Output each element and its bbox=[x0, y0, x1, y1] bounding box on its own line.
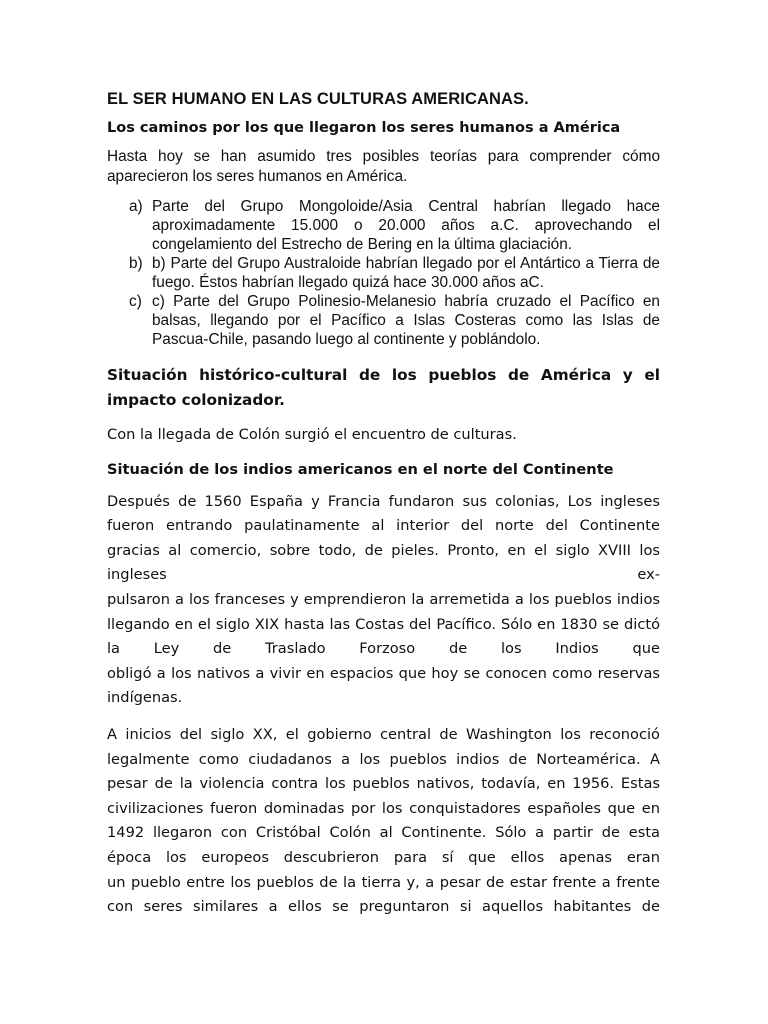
text-line: legalmente como ciudadanos a los pueblos indios de Norteamérica. A bbox=[107, 750, 660, 768]
list-marker: c) bbox=[129, 293, 142, 310]
intro-paragraph: Hasta hoy se han asumido tres posibles teorías para comprender cómo aparecieron los seres humanos en América. bbox=[107, 148, 660, 185]
section-subtitle: Los caminos por los que llegaron los seres humanos a América bbox=[107, 120, 621, 136]
text-line: ingleses ex- bbox=[107, 566, 660, 584]
text-line: 1492 llegaron con Cristóbal Colón al Continente. Sólo a partir de esta bbox=[107, 824, 660, 842]
text-line: época los europeos descubrieron para sí que ellos apenas eran bbox=[107, 848, 660, 866]
document-title: EL SER HUMANO EN LAS CULTURAS AMERICANAS. bbox=[107, 90, 529, 108]
list-item-text: Parte del Grupo Mongoloide/Asia Central habrían llegado hace aproximadamente 15.000 o 20.000 años a.C. aprovechando el congelamiento del Estrecho de Bering en la última glaciación. bbox=[152, 198, 660, 253]
section-heading: Situación histórico-cultural de los pueblos de América y el impacto colonizador. bbox=[107, 366, 660, 409]
text-line: indígenas. bbox=[107, 689, 183, 707]
theories-list bbox=[107, 197, 660, 349]
text-line: obligó a los nativos a vivir en espacios que hoy se conocen como reservas bbox=[107, 664, 660, 682]
list-marker: a) bbox=[129, 198, 143, 215]
text-line: llegando en el siglo XIX hasta las Costas del Pacífico. Sólo en 1830 se dictó bbox=[107, 615, 660, 633]
text-line: civilizaciones fueron dominadas por los conquistadores españoles que en bbox=[107, 799, 660, 817]
text-line: con seres similares a ellos se preguntaron si aquellos habitantes de bbox=[107, 898, 660, 916]
text-line: A inicios del siglo XX, el gobierno central de Washington los reconoció bbox=[107, 725, 660, 743]
section-paragraph: Con la llegada de Colón surgió el encuentro de culturas. bbox=[107, 426, 517, 443]
list-item bbox=[129, 292, 660, 349]
body-paragraph bbox=[107, 490, 660, 711]
text-line: pesar de la violencia contra los pueblos nativos, todavía, en 1956. Estas bbox=[107, 775, 660, 793]
text-line: gracias al comercio, sobre todo, de pieles. Pronto, en el siglo XVIII los bbox=[107, 541, 660, 559]
list-item bbox=[129, 254, 660, 292]
text-line: un pueblo entre los pueblos de la tierra y, a pesar de estar frente a frente bbox=[107, 873, 660, 891]
list-item-text: b) Parte del Grupo Australoide habrían llegado por el Antártico a Tierra de fuego. Éstos habrían llegado quizá hace 30.000 años aC. bbox=[152, 255, 660, 291]
list-marker: b) bbox=[129, 255, 143, 272]
text-line: fueron entrando paulatinamente al interior del norte del Continente bbox=[107, 517, 660, 535]
text-line: pulsaron a los franceses y emprendieron la arremetida a los pueblos indios bbox=[107, 590, 660, 608]
text-line: Después de 1560 España y Francia fundaron sus colonias, Los ingleses bbox=[107, 492, 660, 510]
body-paragraph bbox=[107, 723, 660, 920]
list-item-text: c) Parte del Grupo Polinesio-Melanesio habría cruzado el Pacífico en balsas, llegando por el Pacífico a Islas Costeras como las Islas de Pascua-Chile, pasando luego al continente y poblándolo. bbox=[152, 293, 660, 348]
section-heading: Situación de los indios americanos en el norte del Continente bbox=[107, 460, 614, 478]
list-item bbox=[129, 197, 660, 254]
text-line: la Ley de Traslado Forzoso de los Indios que bbox=[107, 640, 660, 658]
